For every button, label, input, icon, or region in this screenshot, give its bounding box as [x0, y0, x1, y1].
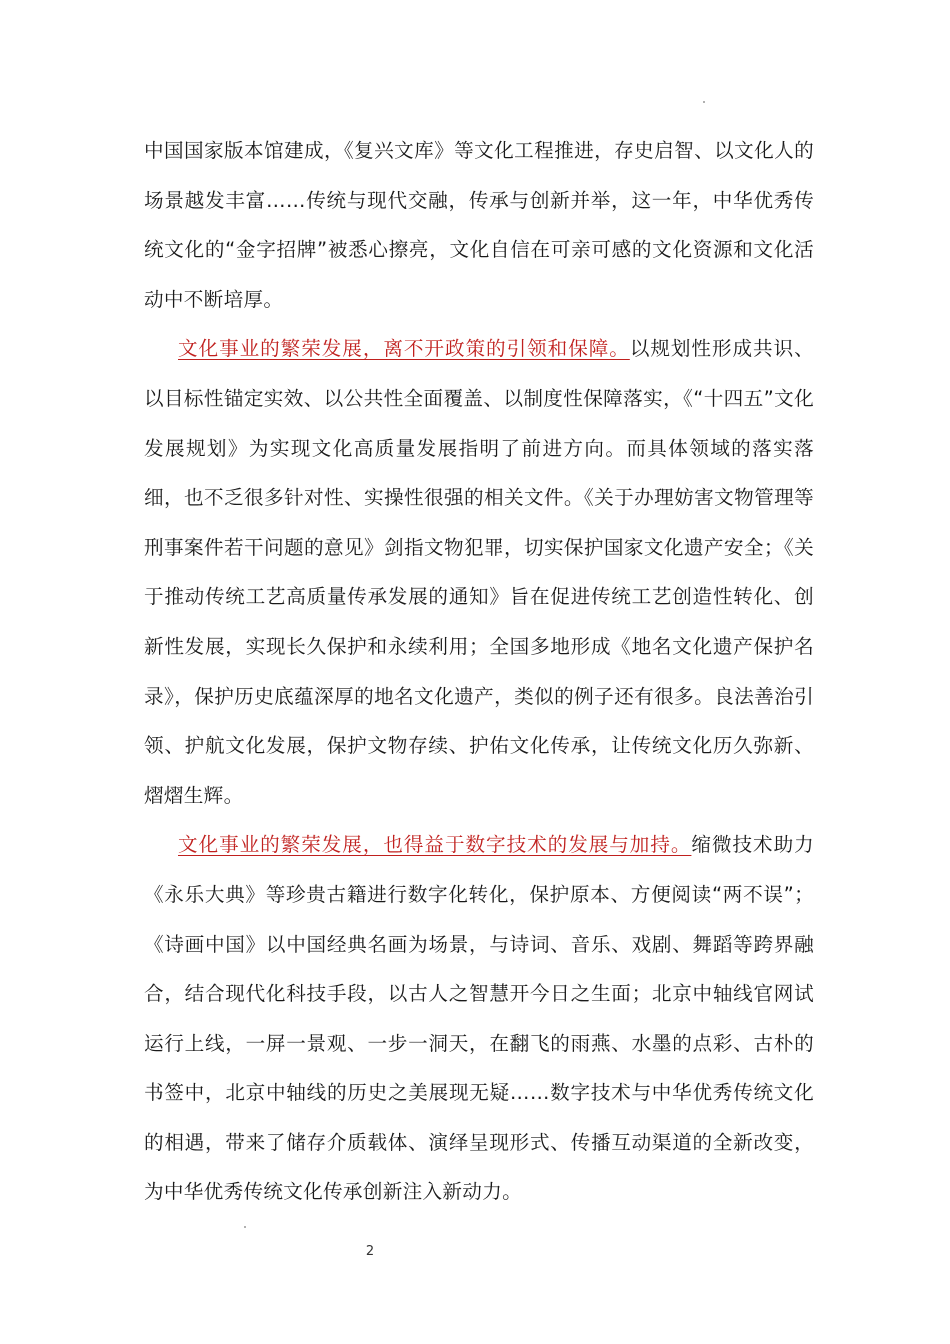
paragraph-2-text: 以规划性形成共识、以目标性锚定实效、以公共性全面覆盖、以制度性保障落实，《“十四五”文化发展规划》为实现文化高质量发展指明了前进方向。而具体领域的落实落细，也不乏很多针对性、实操性很强的相关文件。《关于办理妨害文物管理等刑事案件若干问题的意见》剑指文物犯罪，切实保护国家文化遗产安全；《关于推动传统工艺高质量传承发展的通知》旨在促进传统工艺创造性转化、创新性发展，实现长久保护和永续利用；全国多地形成《地名文化遗产保护名录》，保护历史底蕴深厚的地名文化遗产，类似的例子还有很多。良法善治引领、护航文化发展，保护文物存续、护佑文化传承，让传统文化历久弥新、熠熠生辉。: [144, 337, 814, 807]
paragraph-1-text: 中国国家版本馆建成，《复兴文库》等文化工程推进，存史启智、以文化人的场景越发丰富……传统与现代交融，传承与创新并举，这一年，中华优秀传统文化的“金字招牌”被悉心擦亮，文化自信在可亲可感的文化资源和文化活动中不断培厚。: [144, 139, 814, 311]
paragraph-3-lead: 文化事业的繁荣发展，也得益于数字技术的发展与加持。: [178, 833, 692, 857]
paragraph-3-text: 缩微技术助力《永乐大典》等珍贵古籍进行数字化转化，保护原本、方便阅读“两不误”；《诗画中国》以中国经典名画为场景，与诗词、音乐、戏剧、舞蹈等跨界融合，结合现代化科技手段，以古人之智慧开今日之生面；北京中轴线官网试运行上线，一屏一景观、一步一洞天，在翻飞的雨燕、水墨的点彩、古朴的书签中，北京中轴线的历史之美展现无疑……数字技术与中华优秀传统文化的相遇，带来了储存介质载体、演绎呈现形式、传播互动渠道的全新改变，为中华优秀传统文化传承创新注入新动力。: [144, 833, 814, 1204]
paragraph-1: [144, 126, 814, 324]
paragraph-3: [144, 820, 814, 1217]
page-number: 2: [365, 1244, 375, 1259]
scan-speck: [703, 101, 705, 103]
paragraph-2: [144, 324, 814, 820]
paragraph-2-lead: 文化事业的繁荣发展，离不开政策的引领和保障。: [178, 337, 630, 361]
scan-speck: [244, 1226, 246, 1228]
document-body: [144, 126, 814, 1217]
